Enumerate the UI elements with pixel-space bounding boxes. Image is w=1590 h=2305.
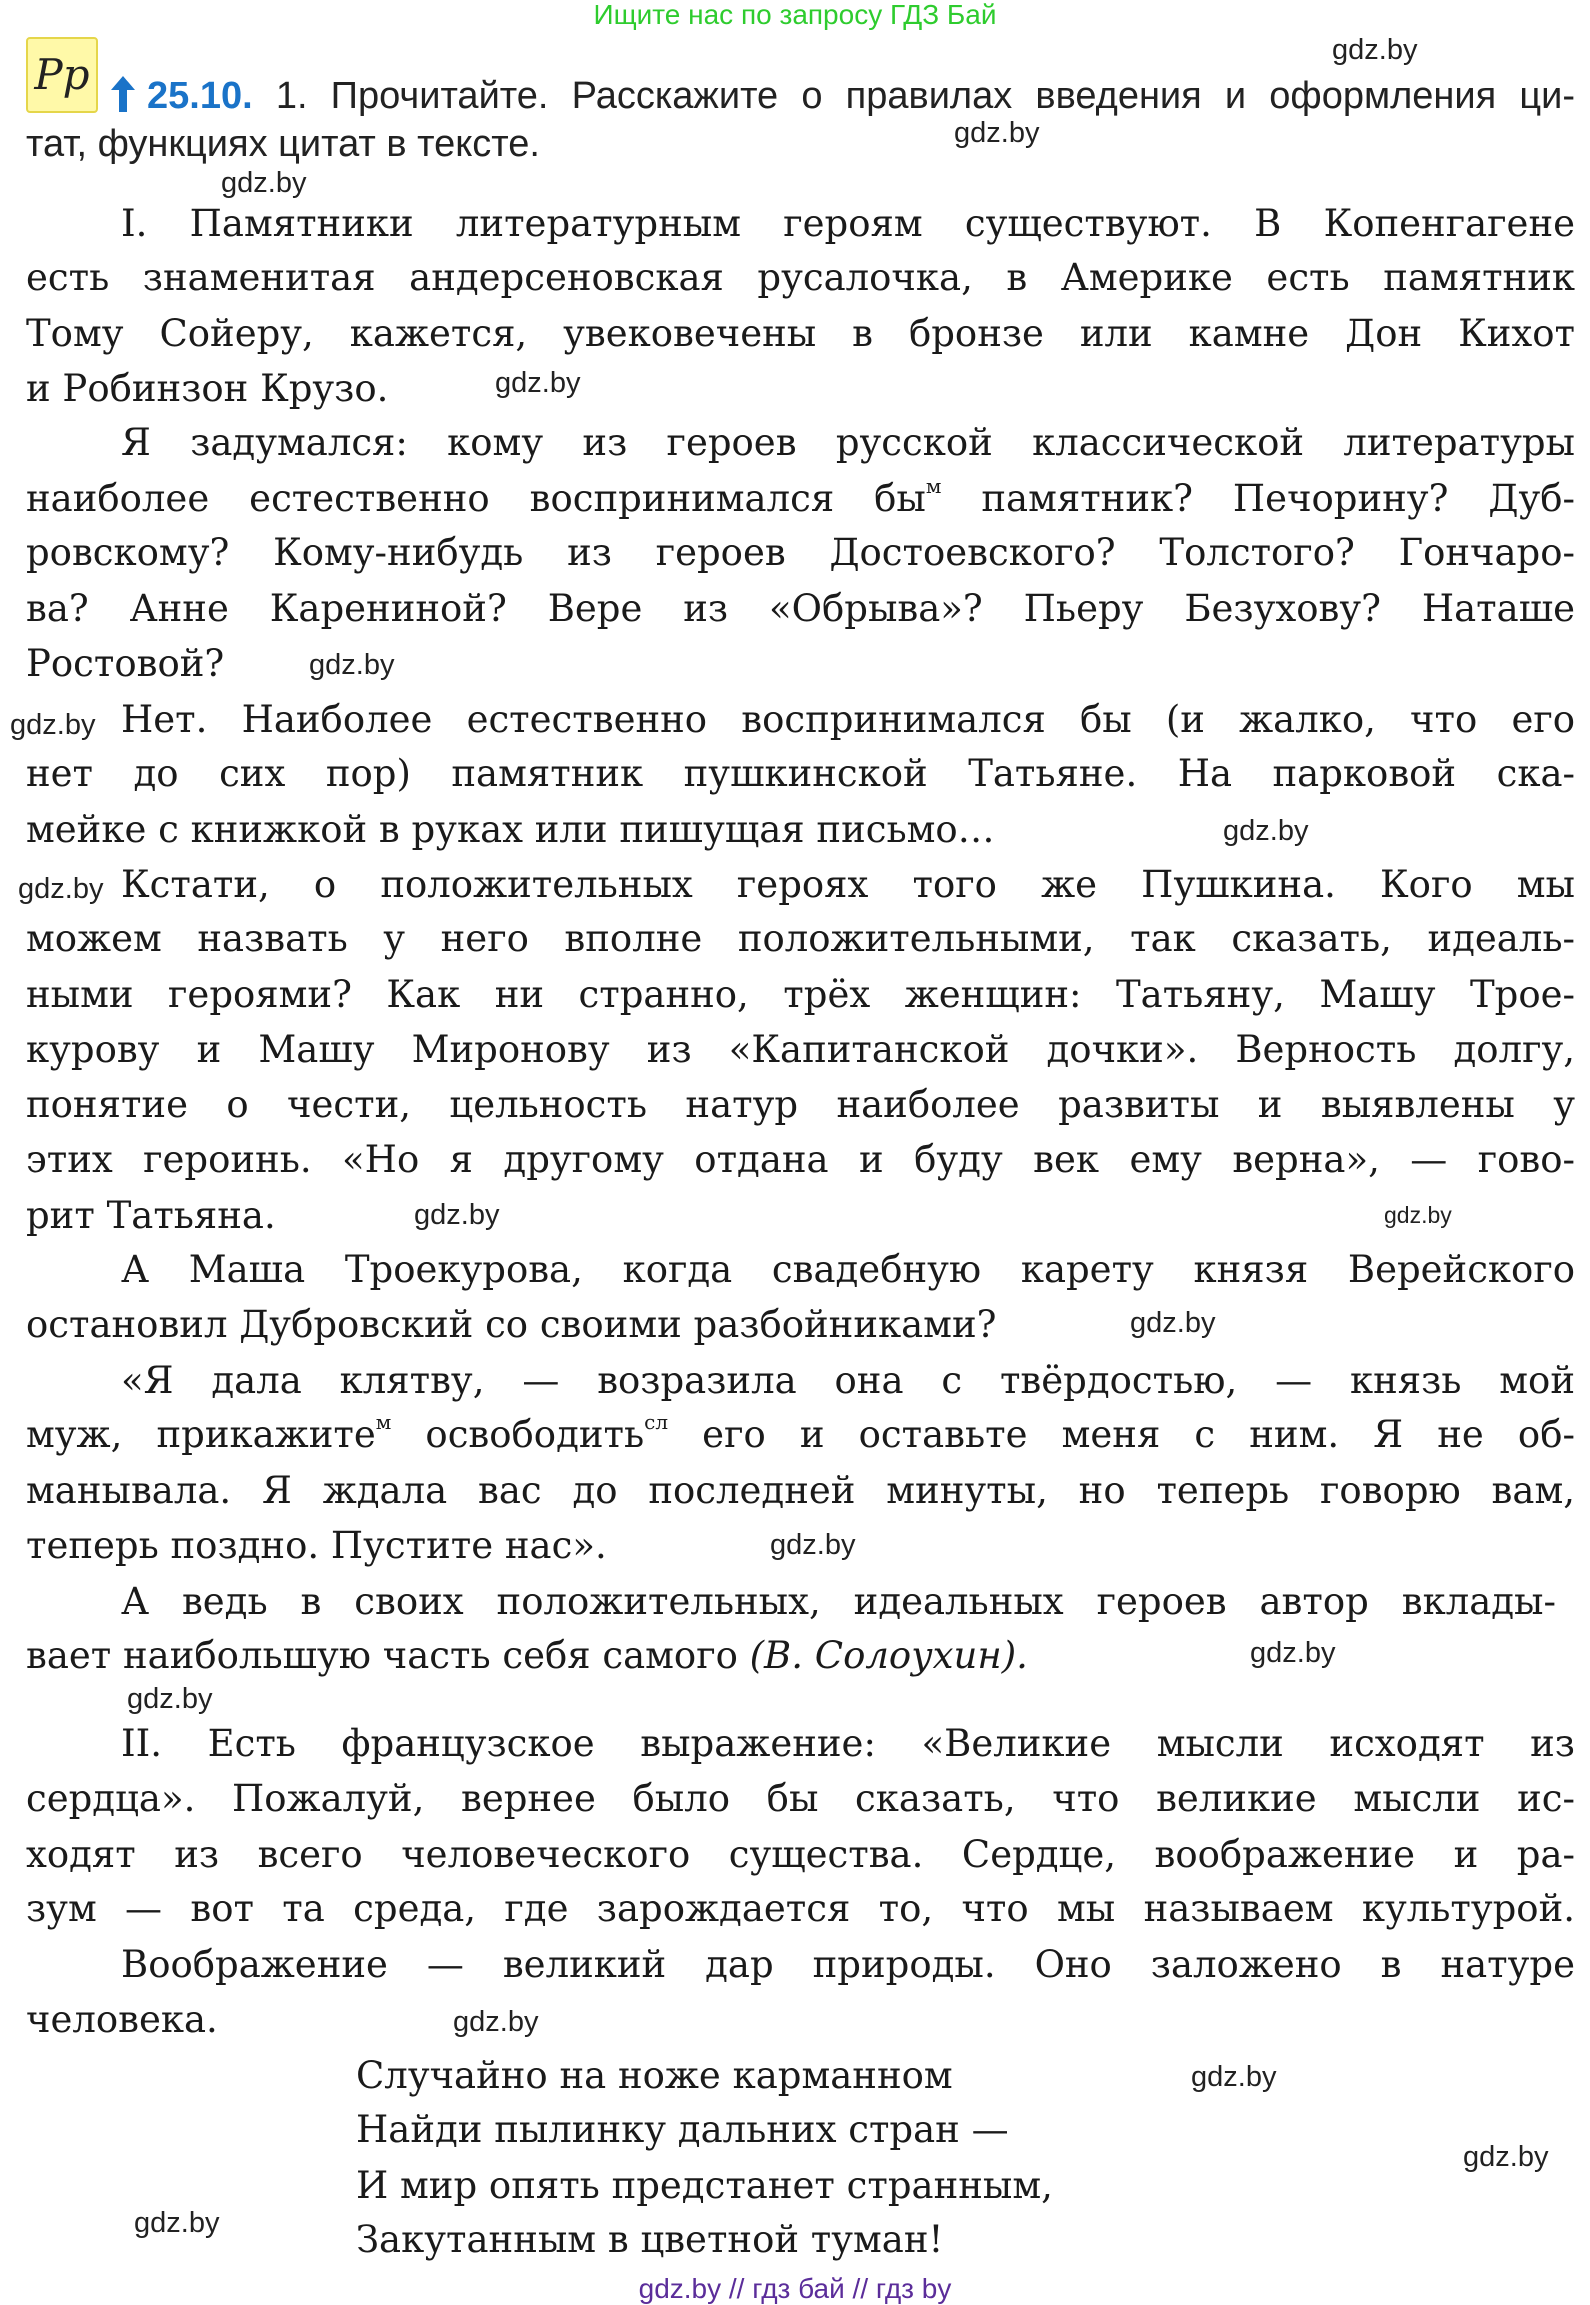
- text-line: и Робинзон Крузо.: [26, 367, 389, 410]
- watermark: gdz.by: [495, 367, 581, 399]
- text: памятник? Печорину? Дуб-: [941, 477, 1575, 520]
- text-line: этих героинь. «Но я другому отдана и буду век ему верна», — гово-: [26, 1138, 1575, 1181]
- watermark: gdz.by: [1463, 2141, 1549, 2173]
- text-line: зум — вот та среда, где зарождается то, что мы называем культурой.: [26, 1887, 1575, 1930]
- text: наиболее естественно воспринимался бы: [26, 477, 926, 520]
- watermark: gdz.by: [309, 649, 395, 681]
- watermark: gdz.by: [414, 1199, 500, 1231]
- text-line: «Я дала клятву, — возразила она с твёрдостью, — князь мой: [121, 1359, 1575, 1402]
- watermark: gdz.by: [1191, 2061, 1277, 2093]
- text-line: I. Памятники литературным героям существуют. В Копенгагене: [121, 202, 1575, 245]
- text-line: понятие о чести, цельность натур наиболее развиты и выявлены у: [26, 1083, 1575, 1126]
- text-line: сердца». Пожалуй, вернее было бы сказать, что великие мысли ис-: [26, 1777, 1575, 1820]
- text-line: А ведь в своих положительных, идеальных героев автор вклады-: [121, 1580, 1556, 1623]
- poem-line: Случайно на ноже карманном: [356, 2054, 953, 2097]
- watermark: gdz.by: [1223, 815, 1309, 847]
- watermark: gdz.by: [1332, 34, 1418, 66]
- text: его и оставьте меня с ним. Я не об-: [668, 1413, 1575, 1456]
- text-line: [26, 474, 1575, 521]
- watermark: gdz.by: [221, 167, 307, 199]
- watermark: gdz.by: [1384, 1202, 1452, 1228]
- top-banner[interactable]: Ищите нас по запросу ГДЗ Бай: [593, 0, 997, 30]
- arrow-up-icon: [108, 74, 138, 114]
- text-line: Я задумался: кому из героев русской классической литературы: [121, 421, 1575, 464]
- task-number: 25.10.: [147, 75, 253, 117]
- watermark: gdz.by: [134, 2207, 220, 2239]
- text-line: II. Есть французское выражение: «Великие мысли исходят из: [121, 1722, 1575, 1765]
- text-line: можем назвать у него вполне положительными, так сказать, идеаль-: [26, 917, 1575, 960]
- text-line: [26, 1634, 1575, 1678]
- task-text: 1. Прочитайте. Расскажите о правилах введения и оформления ци-: [252, 75, 1575, 117]
- watermark: gdz.by: [770, 1529, 856, 1561]
- author-attribution: (В. Солоухин).: [749, 1634, 1028, 1677]
- watermark: gdz.by: [10, 709, 96, 741]
- text: муж, прикажите: [26, 1413, 376, 1456]
- watermark: gdz.by: [1250, 1637, 1336, 1669]
- text-line: остановил Дубровский со своими разбойниками?: [26, 1303, 997, 1346]
- text-line: курову и Машу Миронову из «Капитанской дочки». Верность долгу,: [26, 1028, 1575, 1071]
- text-line: ходят из всего человеческого существа. Сердце, воображение и ра-: [26, 1833, 1575, 1876]
- watermark: gdz.by: [1130, 1307, 1216, 1339]
- text-line: ва? Анне Карениной? Вере из «Обрыва»? Пьеру Безухову? Наташе: [26, 587, 1575, 630]
- superscript-mark: м: [375, 1410, 392, 1434]
- task-heading: [147, 74, 1575, 118]
- superscript-mark: м: [925, 474, 942, 498]
- text-line: рит Татьяна.: [26, 1194, 276, 1237]
- watermark: gdz.by: [954, 117, 1040, 149]
- watermark: gdz.by: [453, 2006, 539, 2038]
- text-line: Нет. Наиболее естественно воспринимался бы (и жалко, что его: [121, 698, 1575, 741]
- text-line: нет до сих пор) памятник пушкинской Татьяне. На парковой ска-: [26, 752, 1575, 795]
- text-line: Тому Сойеру, кажется, увековечены в бронзе или камне Дон Кихот: [26, 312, 1575, 355]
- text-line: человека.: [26, 1998, 218, 2041]
- text-line: ными героями? Как ни странно, трёх женщин: Татьяну, Машу Трое-: [26, 973, 1575, 1016]
- watermark: gdz.by: [18, 873, 104, 905]
- poem-line: Найди пылинку дальних стран —: [356, 2108, 1009, 2151]
- text: освободить: [391, 1413, 645, 1456]
- text-line: ровскому? Кому-нибудь из героев Достоевского? Толстого? Гончаро-: [26, 531, 1575, 574]
- watermark: gdz.by: [127, 1683, 213, 1715]
- superscript-mark: сл: [644, 1410, 669, 1434]
- text-line: есть знаменитая андерсеновская русалочка, в Америке есть памятник: [26, 256, 1575, 299]
- text-line: Кстати, о положительных героях того же Пушкина. Кого мы: [121, 863, 1575, 906]
- text-line: А Маша Троекурова, когда свадебную карету князя Верейского: [121, 1248, 1575, 1291]
- poem-line: И мир опять предстанет странным,: [356, 2164, 1053, 2207]
- text-line: Воображение — великий дар природы. Оно заложено в натуре: [121, 1943, 1575, 1986]
- text-line: Ростовой?: [26, 642, 225, 685]
- bottom-banner[interactable]: gdz.by // гдз бай // гдз by: [638, 2273, 952, 2304]
- text-line: мейке с книжкой в руках или пишущая письмо…: [26, 808, 995, 851]
- text-line: манывала. Я ждала вас до последней минуты, но теперь говорю вам,: [26, 1469, 1575, 1512]
- text-line: [26, 1410, 1575, 1457]
- text-line: теперь поздно. Пустите нас».: [26, 1524, 607, 1567]
- task-text-continued: тат, функциях цитат в тексте.: [26, 123, 540, 165]
- text: вает наибольшую часть себя самого: [26, 1634, 750, 1677]
- rhetoric-icon: Pp: [26, 37, 98, 113]
- poem-line: Закутанным в цветной туман!: [356, 2218, 944, 2261]
